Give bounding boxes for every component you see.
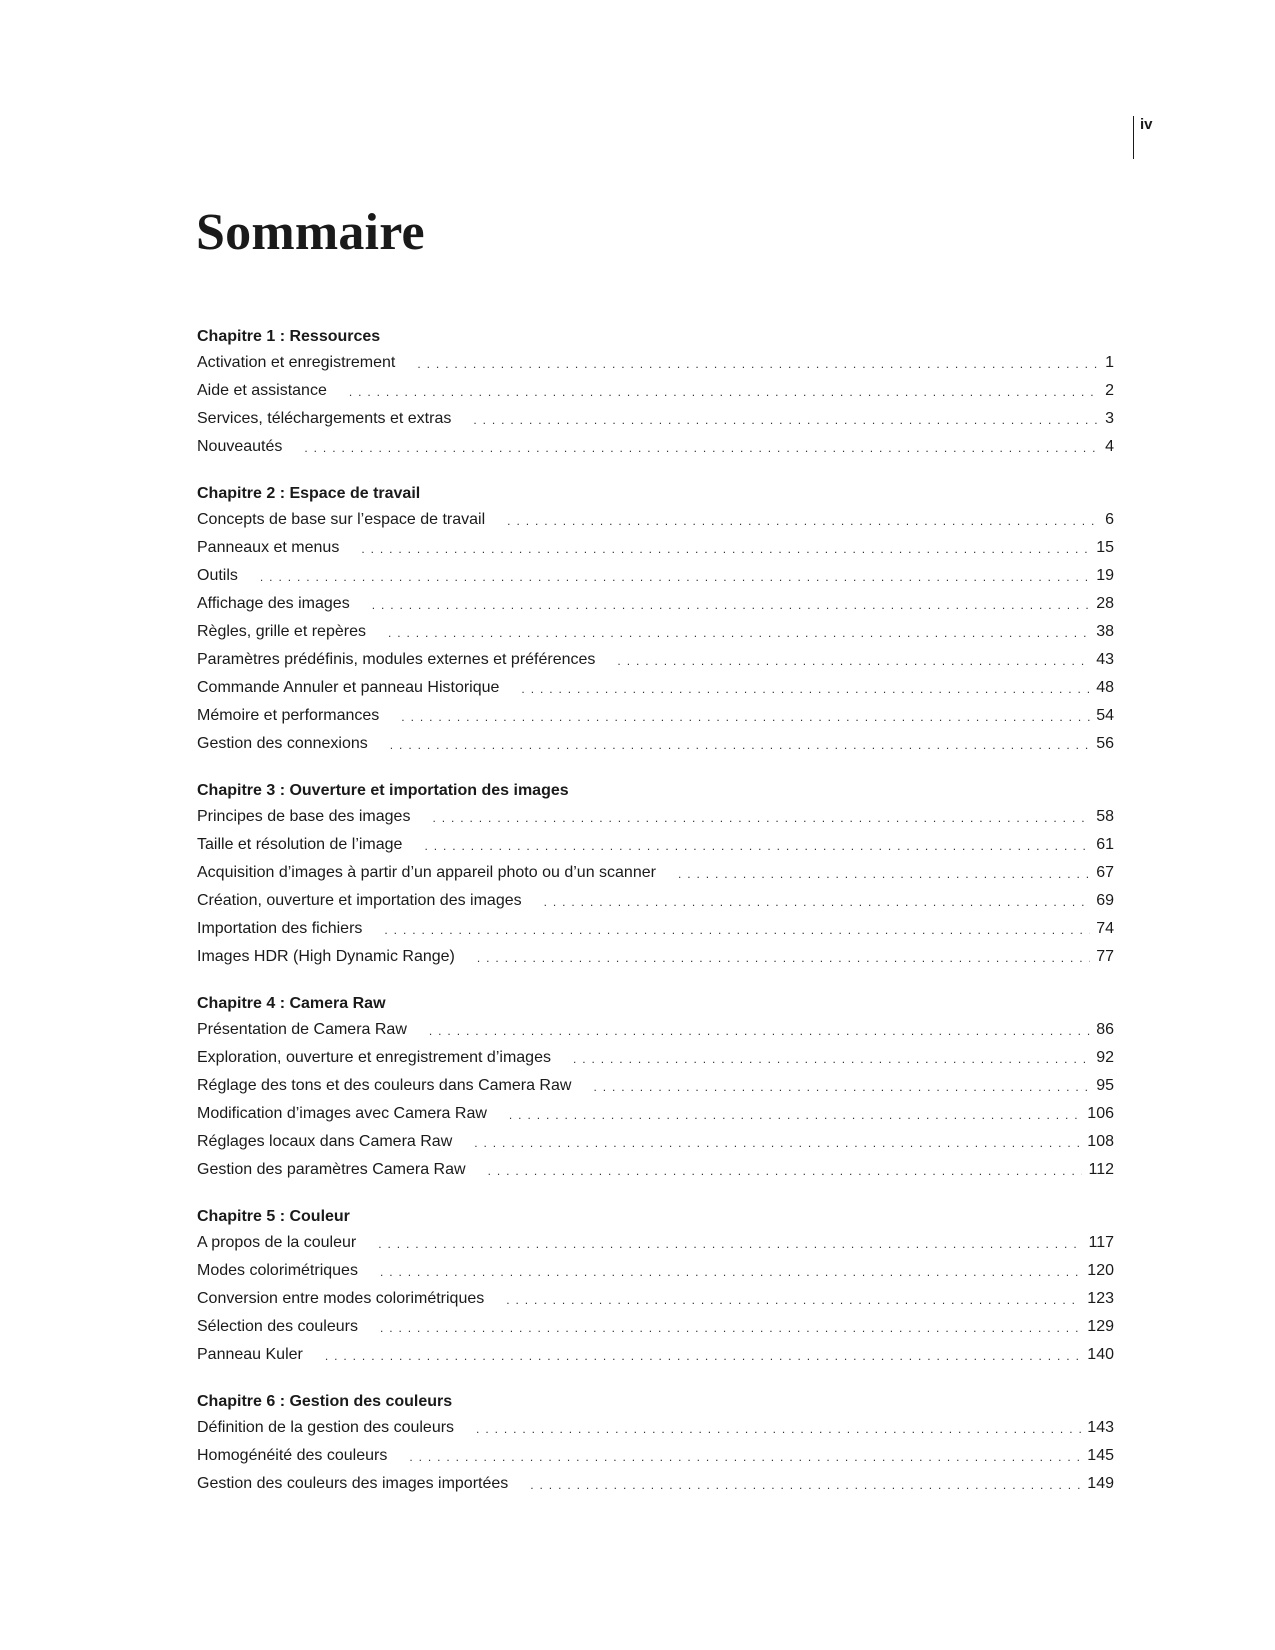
toc-entry-label[interactable]: Panneaux et menus bbox=[197, 539, 340, 556]
toc-entry-page-number[interactable]: 58 bbox=[1096, 808, 1114, 825]
toc-entry-label[interactable]: Sélection des couleurs bbox=[197, 1318, 358, 1335]
toc-entry-label[interactable]: Homogénéité des couleurs bbox=[197, 1447, 388, 1464]
toc-entry-page-number[interactable]: 129 bbox=[1087, 1318, 1114, 1335]
toc-entry[interactable] bbox=[197, 1101, 1114, 1129]
toc-entry[interactable] bbox=[197, 563, 1114, 591]
toc-entry-label[interactable]: Outils bbox=[197, 567, 238, 584]
dot-leader bbox=[488, 1158, 1083, 1184]
toc-entry-label[interactable]: Modes colorimétriques bbox=[197, 1262, 358, 1279]
toc-entry-page-number[interactable]: 48 bbox=[1096, 679, 1114, 696]
dot-leader bbox=[378, 1231, 1082, 1257]
toc-entry[interactable] bbox=[197, 804, 1114, 832]
chapter-title[interactable]: Chapitre 2 : Espace de travail bbox=[197, 485, 421, 502]
toc-entry-page-number[interactable]: 145 bbox=[1087, 1447, 1114, 1464]
toc-entry-label[interactable]: Présentation de Camera Raw bbox=[197, 1021, 407, 1038]
toc-entry-label[interactable]: Réglage des tons et des couleurs dans Camera Raw bbox=[197, 1077, 572, 1094]
dot-leader bbox=[409, 1444, 1081, 1470]
toc-entry[interactable] bbox=[197, 647, 1114, 675]
toc-entry[interactable] bbox=[197, 888, 1114, 916]
dot-leader bbox=[530, 1472, 1081, 1498]
toc-entry[interactable] bbox=[197, 350, 1114, 378]
toc-entry[interactable] bbox=[197, 860, 1114, 888]
toc-entry-label[interactable]: Importation des fichiers bbox=[197, 920, 363, 937]
toc-entry-label[interactable]: Définition de la gestion des couleurs bbox=[197, 1419, 455, 1436]
dot-leader bbox=[417, 351, 1099, 377]
toc-entry-page-number[interactable]: 38 bbox=[1096, 623, 1114, 640]
toc-entry-label[interactable]: Acquisition d’images à partir d’un appareil photo ou d’un scanner bbox=[197, 864, 656, 881]
dot-leader bbox=[678, 861, 1090, 887]
dot-leader bbox=[325, 1343, 1081, 1369]
dot-leader bbox=[474, 1130, 1081, 1156]
toc-entry[interactable] bbox=[197, 1045, 1114, 1073]
toc-entry[interactable] bbox=[197, 1342, 1114, 1370]
dot-leader bbox=[473, 407, 1099, 433]
toc-entry-label[interactable]: Création, ouverture et importation des images bbox=[197, 892, 522, 909]
toc-entry-page-number[interactable]: 123 bbox=[1087, 1290, 1114, 1307]
toc-entry-label[interactable]: Services, téléchargements et extras bbox=[197, 410, 452, 427]
toc-entry-label[interactable]: Mémoire et performances bbox=[197, 707, 380, 724]
toc-chapter bbox=[197, 324, 1114, 462]
dot-leader bbox=[401, 704, 1090, 730]
dot-leader bbox=[509, 1102, 1081, 1128]
toc-entry-label[interactable]: Principes de base des images bbox=[197, 808, 411, 825]
dot-leader bbox=[380, 1259, 1081, 1285]
dot-leader bbox=[304, 435, 1099, 461]
toc-entry-label[interactable]: Images HDR (High Dynamic Range) bbox=[197, 948, 455, 965]
toc-entry-page-number[interactable]: 6 bbox=[1105, 511, 1114, 528]
chapter-title[interactable]: Chapitre 5 : Couleur bbox=[197, 1208, 350, 1225]
dot-leader bbox=[506, 1287, 1081, 1313]
toc-entry-page-number[interactable]: 19 bbox=[1096, 567, 1114, 584]
toc-entry-label[interactable]: Nouveautés bbox=[197, 438, 283, 455]
page-title: Sommaire bbox=[196, 204, 425, 261]
toc-entry-label[interactable]: Activation et enregistrement bbox=[197, 354, 396, 371]
toc-entry-label[interactable]: Taille et résolution de l’image bbox=[197, 836, 403, 853]
toc-entry-label[interactable]: Affichage des images bbox=[197, 595, 350, 612]
toc-entry[interactable] bbox=[197, 1230, 1114, 1258]
toc-entry-label[interactable]: Réglages locaux dans Camera Raw bbox=[197, 1133, 453, 1150]
toc-entry-page-number[interactable]: 61 bbox=[1096, 836, 1114, 853]
toc-entry-page-number[interactable]: 54 bbox=[1096, 707, 1114, 724]
toc-entry-page-number[interactable]: 67 bbox=[1096, 864, 1114, 881]
toc-entry[interactable] bbox=[197, 434, 1114, 462]
toc-entry-page-number[interactable]: 15 bbox=[1096, 539, 1114, 556]
toc-entry-page-number[interactable]: 86 bbox=[1096, 1021, 1114, 1038]
toc-entry-label[interactable]: Conversion entre modes colorimétriques bbox=[197, 1290, 485, 1307]
toc-entry-page-number[interactable]: 1 bbox=[1105, 354, 1114, 371]
dot-leader bbox=[477, 945, 1090, 971]
toc-entry-label[interactable]: Panneau Kuler bbox=[197, 1346, 303, 1363]
page-number: iv bbox=[1133, 116, 1153, 159]
dot-leader bbox=[521, 676, 1090, 702]
toc-chapter bbox=[197, 481, 1114, 759]
chapter-title[interactable]: Chapitre 1 : Ressources bbox=[197, 328, 381, 345]
dot-leader bbox=[593, 1074, 1090, 1100]
toc-entry-page-number[interactable]: 3 bbox=[1105, 410, 1114, 427]
toc-entry[interactable] bbox=[197, 1129, 1114, 1157]
toc-entry-label[interactable]: Exploration, ouverture et enregistrement d’images bbox=[197, 1049, 551, 1066]
dot-leader bbox=[380, 1315, 1081, 1341]
toc-entry-page-number[interactable]: 43 bbox=[1096, 651, 1114, 668]
toc-entry[interactable] bbox=[197, 1415, 1114, 1443]
toc-entry-page-number[interactable]: 95 bbox=[1096, 1077, 1114, 1094]
toc-entry[interactable] bbox=[197, 535, 1114, 563]
toc-entry[interactable] bbox=[197, 1314, 1114, 1342]
dot-leader bbox=[432, 805, 1090, 831]
toc-entry[interactable] bbox=[197, 731, 1114, 759]
toc-entry[interactable] bbox=[197, 1157, 1114, 1185]
toc-entry[interactable] bbox=[197, 1286, 1114, 1314]
chapter-title[interactable]: Chapitre 3 : Ouverture et importation des images bbox=[197, 782, 569, 799]
toc-entry-page-number[interactable]: 112 bbox=[1088, 1161, 1114, 1178]
dot-leader bbox=[544, 889, 1091, 915]
toc-entry[interactable] bbox=[197, 1017, 1114, 1045]
toc-chapter bbox=[197, 1204, 1114, 1370]
toc-entry[interactable] bbox=[197, 1471, 1114, 1499]
table-of-contents bbox=[197, 324, 1114, 1499]
toc-entry-page-number[interactable]: 120 bbox=[1087, 1262, 1114, 1279]
dot-leader bbox=[384, 917, 1090, 943]
toc-entry-label[interactable]: Gestion des connexions bbox=[197, 735, 368, 752]
toc-chapter bbox=[197, 1389, 1114, 1499]
toc-entry-label[interactable]: Concepts de base sur l’espace de travail bbox=[197, 511, 486, 528]
toc-entry-page-number[interactable]: 4 bbox=[1105, 438, 1114, 455]
toc-entry[interactable] bbox=[197, 1073, 1114, 1101]
toc-entry-label[interactable]: Commande Annuler et panneau Historique bbox=[197, 679, 500, 696]
toc-entry-page-number[interactable]: 56 bbox=[1096, 735, 1114, 752]
toc-entry-page-number[interactable]: 108 bbox=[1087, 1133, 1114, 1150]
dot-leader bbox=[361, 536, 1090, 562]
toc-entry[interactable] bbox=[197, 703, 1114, 731]
toc-entry-page-number[interactable]: 140 bbox=[1087, 1346, 1114, 1363]
toc-entry[interactable] bbox=[197, 832, 1114, 860]
dot-leader bbox=[617, 648, 1090, 674]
toc-entry[interactable] bbox=[197, 406, 1114, 434]
toc-entry[interactable] bbox=[197, 1258, 1114, 1286]
toc-entry-page-number[interactable]: 28 bbox=[1096, 595, 1114, 612]
dot-leader bbox=[349, 379, 1099, 405]
dot-leader bbox=[573, 1046, 1090, 1072]
toc-chapter bbox=[197, 778, 1114, 972]
toc-entry[interactable] bbox=[197, 916, 1114, 944]
chapter-title[interactable]: Chapitre 6 : Gestion des couleurs bbox=[197, 1393, 453, 1410]
toc-entry-page-number[interactable]: 69 bbox=[1096, 892, 1114, 909]
toc-entry-label[interactable]: Aide et assistance bbox=[197, 382, 327, 399]
toc-entry-page-number[interactable]: 149 bbox=[1087, 1475, 1114, 1492]
toc-entry-page-number[interactable]: 106 bbox=[1087, 1105, 1114, 1122]
toc-entry[interactable] bbox=[197, 944, 1114, 972]
toc-entry[interactable] bbox=[197, 619, 1114, 647]
dot-leader bbox=[260, 564, 1090, 590]
dot-leader bbox=[476, 1416, 1081, 1442]
dot-leader bbox=[424, 833, 1090, 859]
toc-entry-label[interactable]: Gestion des couleurs des images importées bbox=[197, 1475, 509, 1492]
toc-entry[interactable] bbox=[197, 378, 1114, 406]
toc-entry-page-number[interactable]: 117 bbox=[1088, 1234, 1114, 1251]
toc-entry-label[interactable]: A propos de la couleur bbox=[197, 1234, 357, 1251]
toc-entry-page-number[interactable]: 92 bbox=[1096, 1049, 1114, 1066]
dot-leader bbox=[390, 732, 1090, 758]
toc-entry-page-number[interactable]: 2 bbox=[1105, 382, 1114, 399]
toc-entry[interactable] bbox=[197, 591, 1114, 619]
dot-leader bbox=[372, 592, 1091, 618]
toc-entry-label[interactable]: Modification d’images avec Camera Raw bbox=[197, 1105, 487, 1122]
toc-entry-label[interactable]: Règles, grille et repères bbox=[197, 623, 366, 640]
toc-entry[interactable] bbox=[197, 1443, 1114, 1471]
toc-entry[interactable] bbox=[197, 507, 1114, 535]
chapter-title[interactable]: Chapitre 4 : Camera Raw bbox=[197, 995, 386, 1012]
toc-entry-page-number[interactable]: 77 bbox=[1096, 948, 1114, 965]
dot-leader bbox=[429, 1018, 1090, 1044]
dot-leader bbox=[388, 620, 1090, 646]
toc-entry-page-number[interactable]: 74 bbox=[1096, 920, 1114, 937]
toc-entry-label[interactable]: Gestion des paramètres Camera Raw bbox=[197, 1161, 466, 1178]
toc-chapter bbox=[197, 991, 1114, 1185]
dot-leader bbox=[507, 508, 1099, 534]
toc-entry-label[interactable]: Paramètres prédéfinis, modules externes et préférences bbox=[197, 651, 596, 668]
toc-entry[interactable] bbox=[197, 675, 1114, 703]
toc-entry-page-number[interactable]: 143 bbox=[1087, 1419, 1114, 1436]
